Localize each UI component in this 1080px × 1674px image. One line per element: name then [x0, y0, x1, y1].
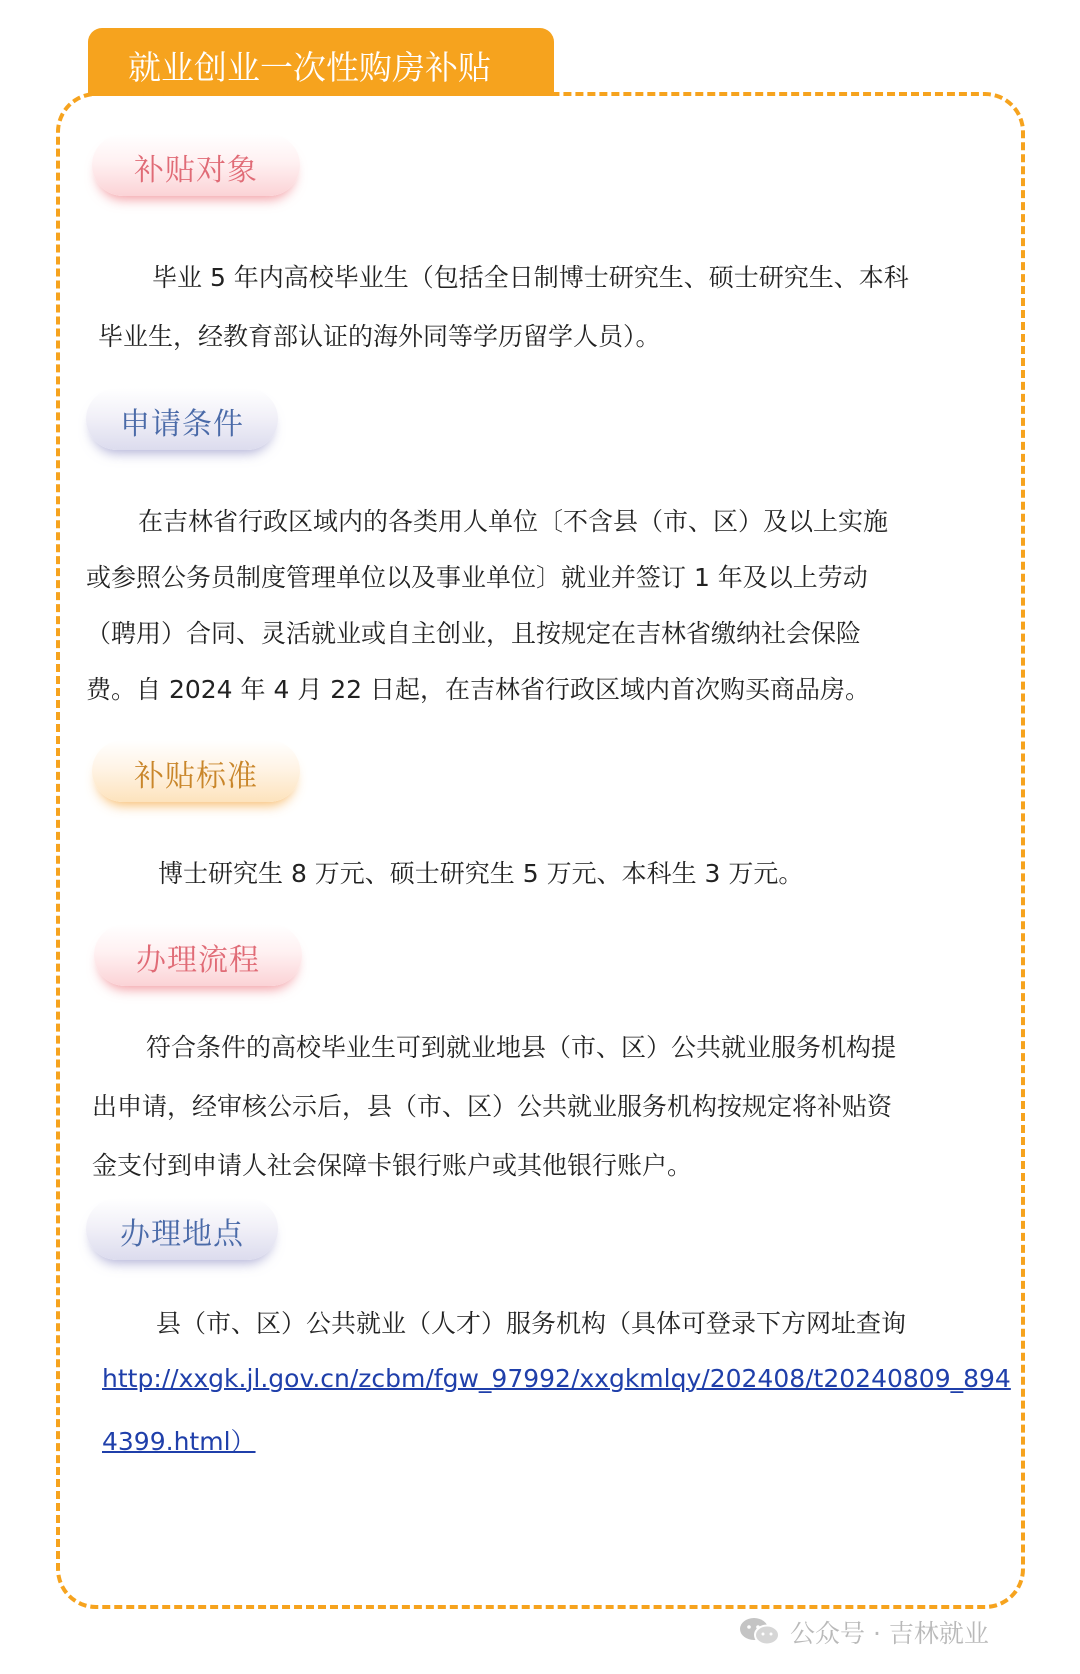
watermark-text [790, 1614, 989, 1654]
paragraph-line: 毕业 5 年内高校毕业生（包括全日制博士研究生、硕士研究生、本科 [152, 263, 909, 292]
paragraph-line: 或参照公务员制度管理单位以及事业单位〕就业并签订 1 年及以上劳动 [86, 563, 868, 592]
section-heading-label: 补贴对象 [134, 153, 258, 188]
lookup-url-link[interactable]: http://xxgk.jl.gov.cn/zcbm/fgw_97992/xxgkmlqy/202408/t20240809_894 [102, 1364, 1011, 1393]
paragraph-line: 毕业生，经教育部认证的海外同等学历留学人员）。 [98, 322, 661, 351]
paragraph-line: 出申请，经审核公示后，县（市、区）公共就业服务机构按规定将补贴资 [92, 1092, 893, 1121]
section-heading-subsidy-target [92, 134, 300, 196]
paragraph-line: （聘用）合同、灵活就业或自主创业，且按规定在吉林省缴纳社会保险 [86, 619, 862, 648]
section-heading-subsidy-standard [92, 740, 300, 802]
paragraph-line: 在吉林省行政区域内的各类用人单位〔不含县（市、区）及以上实施 [138, 507, 889, 536]
paragraph-line: 县（市、区）公共就业（人才）服务机构（具体可登录下方网址查询 [156, 1309, 907, 1338]
section-heading-label: 补贴标准 [134, 759, 258, 794]
paragraph-line: 费。自 2024 年 4 月 22 日起，在吉林省行政区域内首次购买商品房。 [86, 675, 871, 704]
title-tab [88, 28, 554, 96]
section-heading-application-conditions [86, 388, 278, 450]
section-heading-label: 申请条件 [120, 407, 244, 442]
section-heading-label: 办理地点 [120, 1217, 244, 1252]
section-heading-process [94, 924, 302, 986]
paragraph-line: 博士研究生 8 万元、硕士研究生 5 万元、本科生 3 万元。 [158, 859, 804, 888]
watermark-label: 公众号 · 吉林就业 [790, 1619, 989, 1648]
paragraph-line: 符合条件的高校毕业生可到就业地县（市、区）公共就业服务机构提 [146, 1033, 897, 1062]
lookup-url-link-continued[interactable]: 4399.html） [102, 1427, 256, 1456]
page-title: 就业创业一次性购房补贴 [128, 48, 491, 87]
section-heading-location [86, 1198, 278, 1260]
wechat-icon [738, 1616, 782, 1646]
section-heading-label: 办理流程 [136, 943, 260, 978]
paragraph-line: 金支付到申请人社会保障卡银行账户或其他银行账户。 [92, 1151, 693, 1180]
